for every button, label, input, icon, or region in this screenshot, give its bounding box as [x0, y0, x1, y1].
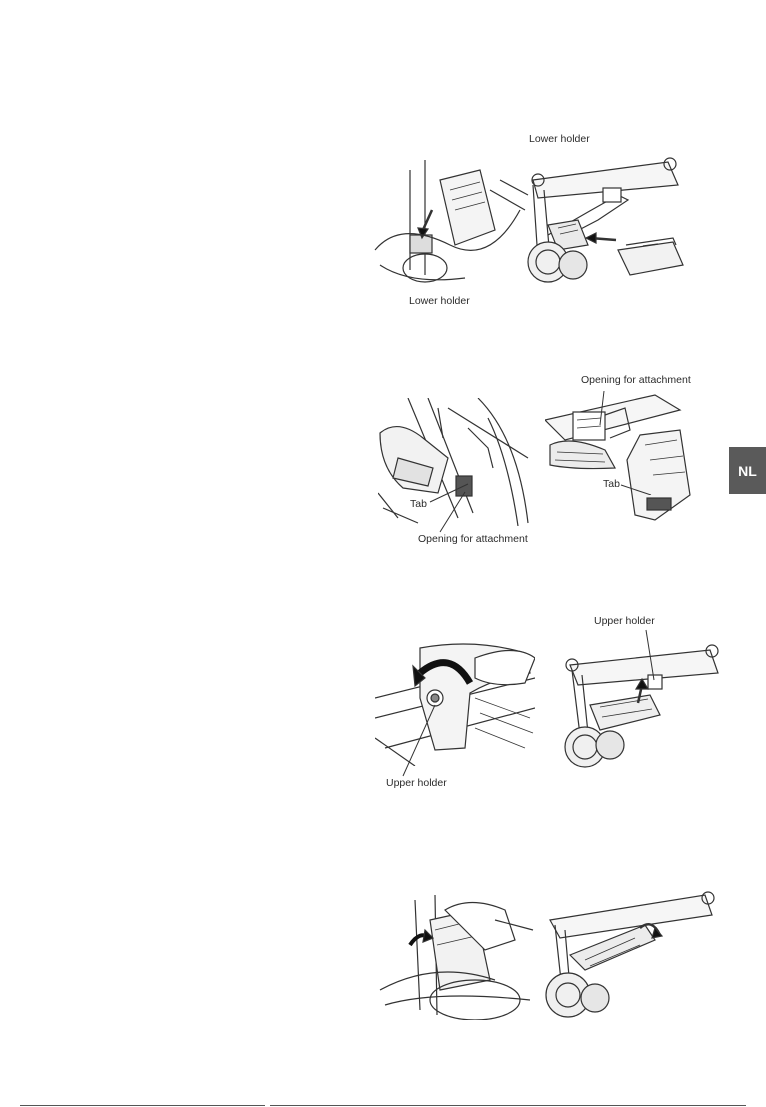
fig3-upper-holder-label-top: Upper holder — [594, 615, 655, 627]
fig1-lower-holder-label-bottom: Lower holder — [409, 295, 470, 307]
figure-4-right-illustration — [540, 890, 720, 1020]
figure-4-left-illustration — [375, 890, 535, 1020]
bottom-rule-right — [270, 1105, 746, 1106]
fig3-right-leader-line — [640, 628, 670, 688]
fig2-tab-label-right: Tab — [603, 478, 620, 490]
figure-1-right-illustration — [518, 150, 693, 290]
bottom-rule-left — [20, 1105, 265, 1106]
fig2-opening-label-top: Opening for attachment — [581, 374, 691, 386]
fig3-upper-holder-label-bottom: Upper holder — [386, 777, 447, 789]
fig2-opening-label-bottom: Opening for attachment — [418, 533, 528, 545]
figure-1-left-illustration — [370, 150, 530, 290]
fig1-lower-holder-label-top: Lower holder — [529, 133, 590, 145]
fig2-tab-label-left: Tab — [410, 498, 427, 510]
language-tab-nl: NL — [729, 447, 766, 494]
fig2-right-leader-lines — [596, 385, 666, 495]
fig2-left-leader-lines — [420, 470, 480, 535]
fig3-left-leader-line — [395, 700, 445, 780]
